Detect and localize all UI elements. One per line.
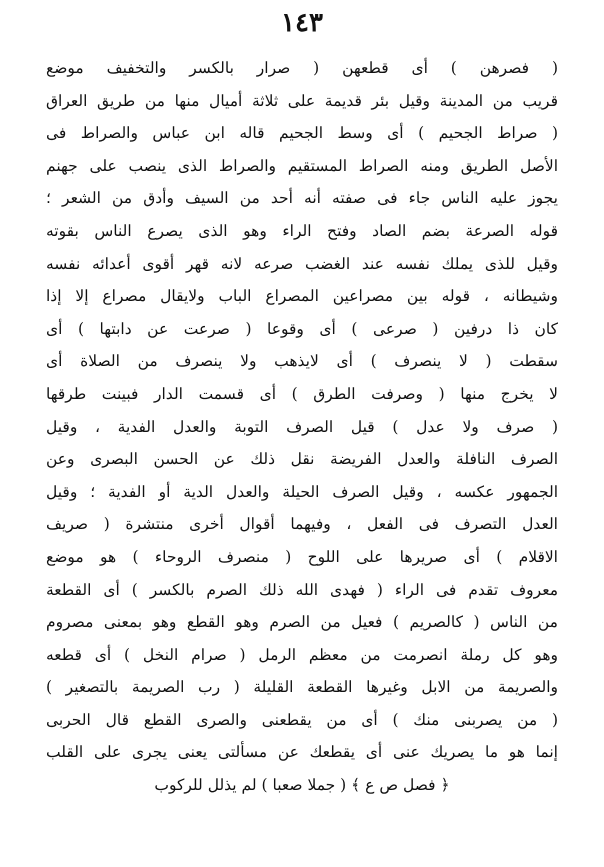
text-line: سقطت ( لا ينصرف ) أى لايذهب ولا ينصرف من الصلاة أى	[46, 352, 558, 371]
text-line: وقيل للذى يملك نفسه عند الغضب صرعه لانه قهر أقوى أعدائه نفسه	[46, 254, 558, 273]
text-line: معروف تقدم فى الراء ( فهدى الله ذلك الصرم بالكسر ) أى القطعة	[46, 580, 558, 599]
page-number: ١٤٣	[281, 8, 323, 38]
text-line: الاقلام ) أى صريرها على اللوح ( منصرف الروحاء ) هو موضع	[46, 547, 558, 566]
text-line: إنما هو ما يصريك عنى أى يقطعك عن مسألتى يعنى يجرى على القلب	[46, 743, 558, 762]
section-heading-line: ﴿ فصل ص ع ﴾ ( جملا صعبا ) لم يذلل للركوب	[154, 776, 450, 795]
text-line: يجوز عليه الناس جاء فى صفته أنه أحد من السيف وأدق من الشعر ؛	[46, 189, 558, 208]
text-line: الأصل الطريق ومنه الصراط المستقيم والصراط الذى ينصب على جهنم	[46, 156, 558, 175]
text-line: الجمهور عكسه ، وقيل الصرف الحيلة والعدل الدية أو الفدية ؛ وقيل	[46, 482, 558, 501]
text-line: العدل التصرف فى الفعل ، وفيهما أقوال أخرى منتشرة ( صريف	[46, 515, 558, 534]
text-body	[46, 52, 558, 802]
text-line: ( صرف ولا عدل ) قيل الصرف التوبة والعدل الفدية ، وقيل	[46, 417, 558, 436]
text-line: قريب من المدينة وقيل بئر قديمة على ثلاثة أميال منها من طريق العراق	[46, 91, 558, 110]
text-line: الصرف النافلة والعدل الفريضة نقل ذلك عن الحسن البصرى وعن	[46, 450, 558, 469]
text-line: ( من يصربنى منك ) أى من يقطعنى والصرى القطع قال الحربى	[46, 710, 558, 729]
text-line: وشيطانه ، قوله بين مصراعين المصراع الباب ولايقال مصراع إلا إذا	[46, 287, 558, 306]
text-line: ( فصرهن ) أى قطعهن ( صرار بالكسر والتخفيف موضع	[46, 59, 558, 77]
text-line: قوله الصرعة بضم الصاد وفتح الراء وهو الذى يصرع الناس بقوته	[46, 221, 558, 240]
text-line: ( صراط الجحيم ) أى وسط الجحيم قاله ابن عباس والصراط فى	[46, 124, 558, 143]
text-line: والصريمة من الابل وغيرها القطعة القليلة ( رب الصريمة بالتصغير )	[46, 678, 558, 697]
text-line: وهو كل رملة انصرمت من معظم الرمل ( صرام النخل ) أى قطعه	[46, 645, 558, 664]
text-line: لا يخرج منها ( وصرفت الطرق ) أى قسمت الدار فبينت طرقها	[46, 384, 558, 403]
text-line: من الناس ( كالصريم ) فعيل من الصرم وهو القطع وهو بمعنى مصروم	[46, 613, 558, 632]
text-line: كان ذا درفين ( صرعى ) أى وقوعا ( صرعت عن دابتها ) أى	[46, 319, 558, 338]
